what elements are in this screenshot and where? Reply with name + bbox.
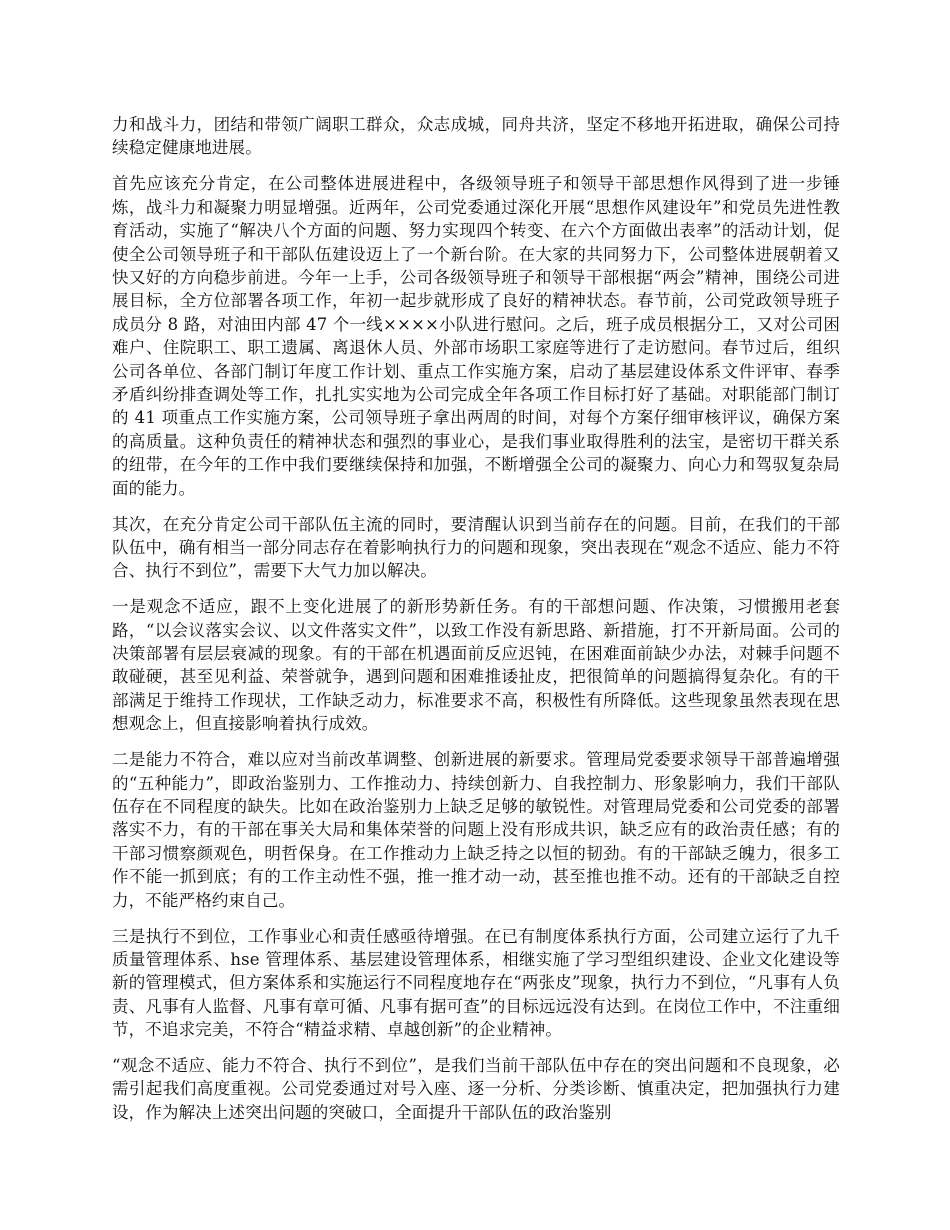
- document-body: [112, 113, 840, 1137]
- paragraph-problems-intro: 其次，在充分肯定公司干部队伍主流的同时，要清醒认识到当前存在的问题。目前，在我们的干部队伍中，确有相当一部分同志存在着影响执行力的问题和现象，突出表现在“观念不适应、能力不符合、执行不到位”，需要下大气力加以解决。: [112, 514, 840, 581]
- paragraph-continuation: 力和战斗力，团结和带领广阔职工群众，众志成城，同舟共济，坚定不移地开拓进取，确保公司持续稳定健康地进展。: [112, 115, 840, 158]
- paragraph-execution-gap: 三是执行不到位，工作事业心和责任感亟待增强。在已有制度体系执行方面，公司建立运行了九千质量管理体系、hse 管理体系、基层建设管理体系，相继实施了学习型组织建设、企业文化建设等新的管理模式，但方案体系和实施运行不同程度地存在“两张皮”现象，执行力不到位，“凡事有人负责、凡事有人监督、凡事有章可循、凡事有据可查”的目标远远没有达到。在岗位工作中，不注重细节，不追求完美，不符合“精益求精、卓越创新”的企业精神。: [112, 926, 840, 1040]
- paragraph-ability-mismatch: 二是能力不符合，难以应对当前改革调整、创新进展的新要求。管理局党委要求领导干部普遍增强的“五种能力”，即政治鉴别力、工作推动力、持续创新力、自我控制力、形象影响力，我们干部队伍存在不同程度的缺失。比如在政治鉴别力上缺乏足够的敏锐性。对管理局党委和公司党委的部署落实不力，有的干部在事关大局和集体荣誉的问题上没有形成共识，缺乏应有的政治责任感；有的干部习惯察颜观色，明哲保身。在工作推动力上缺乏持之以恒的韧劲。有的干部缺乏魄力，很多工作不能一抓到底；有的工作主动性不强，推一推才动一动，甚至推也推不动。还有的干部缺乏自控力，不能严格约束自己。: [112, 750, 840, 910]
- paragraph-affirmation: 首先应该充分肯定，在公司整体进展进程中，各级领导班子和领导干部思想作风得到了进一步锤炼，战斗力和凝聚力明显增强。近两年，公司党委通过深化开展“思想作风建设年”和党员先进性教育活动，实施了“解决八个方面的问题、努力实现四个转变、在六个方面做出表率”的活动计划，促使全公司领导班子和干部队伍建设迈上了一个新台阶。在大家的共同努力下，公司整体进展朝着又快又好的方向稳步前进。今年一上手，公司各级领导班子和领导干部根据“两会”精神，围绕公司进展目标，全方位部署各项工作，年初一起步就形成了良好的精神状态。春节前，公司党政领导班子成员分 8 路，对油田内部 47 个一线××××小队进行慰问。之后，班子成员根据分工，又对公司困难户、住院职工、职工遗属、离退休人员、外部市场职工家庭等进行了走访慰问。春节过后，组织公司各单位、各部门制订年度工作计划、重点工作实施方案，启动了基层建设体系文件评审、春季矛盾纠纷排查调处等工作，扎扎实实地为公司完成全年各项工作目标打好了基础。对职能部门制订的 41 项重点工作实施方案，公司领导班子拿出两周的时间，对每个方案仔细审核评议，确保方案的高质量。这种负责任的精神状态和强烈的事业心，是我们事业取得胜利的法宝，是密切干群关系的纽带，在今年的工作中我们要继续保持和加强，不断增强全公司的凝聚力、向心力和驾驭复杂局面的能力。: [112, 174, 840, 498]
- paragraph-concept-mismatch: 一是观念不适应，跟不上变化进展了的新形势新任务。有的干部想问题、作决策，习惯搬用老套路，“以会议落实会议、以文件落实文件”，以致工作没有新思路、新措施，打不开新局面。公司的决策部署有层层衰减的现象。有的干部在机遇面前反应迟钝，在困难面前缺少办法，对棘手问题不敢碰硬，甚至见利益、荣誉就争，遇到问题和困难推诿扯皮，把很简单的问题搞得复杂化。有的干部满足于维持工作现状，工作缺乏动力，标准要求不高，积极性有所降低。这些现象虽然表现在思想观念上，但直接影响着执行成效。: [112, 597, 840, 734]
- paragraph-conclusion: “观念不适应、能力不符合、执行不到位”，是我们当前干部队伍中存在的突出问题和不良现象，必需引起我们高度重视。公司党委通过对号入座、逐一分析、分类诊断、慎重决定，把加强执行力建设，作为解决上述突出问题的突破口，全面提升干部队伍的政治鉴别: [112, 1056, 840, 1122]
